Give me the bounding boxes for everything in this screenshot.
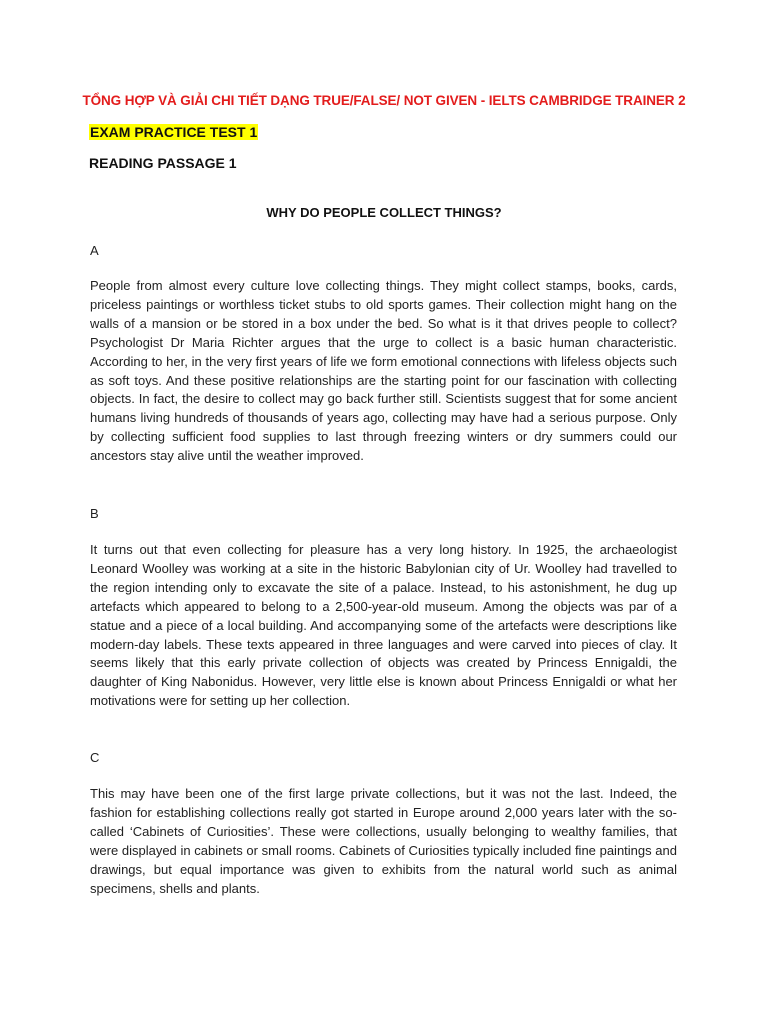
reading-passage-heading: READING PASSAGE 1 bbox=[89, 155, 237, 171]
section-letter-a: A bbox=[90, 243, 99, 258]
article-title: WHY DO PEOPLE COLLECT THINGS? bbox=[266, 205, 502, 220]
document-title: TỔNG HỢP VÀ GIẢI CHI TIẾT DẠNG TRUE/FALSE/ NOT GIVEN - IELTS CAMBRIDGE TRAINER 2 bbox=[82, 93, 686, 108]
section-letter-b: B bbox=[90, 506, 99, 521]
section-letter-c: C bbox=[90, 750, 100, 765]
paragraph-c: This may have been one of the first large private collections, but it was not the last. Indeed, the fashion for establishing collections really got started in Europe around 2,000 years later with the so-called ‘Cabinets of Curiosities’. These were collections, usually belonging to wealthy families, that were displayed in cabinets or small rooms. Cabinets of Curiosities typically included fine paintings and drawings, but equal importance was given to exhibits from the natural world such as animal specimens, shells and plants. bbox=[90, 786, 677, 896]
paragraph-a: People from almost every culture love collecting things. They might collect stamps, books, cards, priceless paintings or worthless ticket stubs to old sports games. Their collection might hang on the walls of a mansion or be stored in a box under the bed. So what is it that drives people to collect? Psychologist Dr Maria Richter argues that the urge to collect is a basic human characteristic. According to her, in the very first years of life we form emotional connections with lifeless objects such as soft toys. And these positive relationships are the starting point for our fascination with collecting objects. In fact, the desire to collect may go back further still. Scientists suggest that for some ancient humans living hundreds of thousands of years ago, collecting may have had a serious purpose. Only by collecting sufficient food supplies to last through freezing winters or dry summers could our ancestors stay alive until the weather improved. bbox=[90, 278, 677, 464]
paragraph-b: It turns out that even collecting for pleasure has a very long history. In 1925, the archaeologist Leonard Woolley was working at a site in the historic Babylonian city of Ur. Woolley had travelled to the region intending only to excavate the site of a palace. Instead, to his astonishment, he dug up artefacts which appeared to belong to a 2,500-year-old museum. Among the objects was par of a statue and a piece of a local building. And accompanying some of the artefacts were descriptions like modern-day labels. These texts appeared in three languages and were carved into pieces of clay. It seems likely that this early private collection of objects was created by Princess Ennigaldi, the daughter of King Nabonidus. However, very little else is known about Princess Ennigaldi or what her motivations were for setting up her collection. bbox=[90, 542, 677, 709]
highlighted-test-label: EXAM PRACTICE TEST 1 bbox=[90, 124, 258, 140]
exam-practice-heading bbox=[89, 124, 258, 140]
